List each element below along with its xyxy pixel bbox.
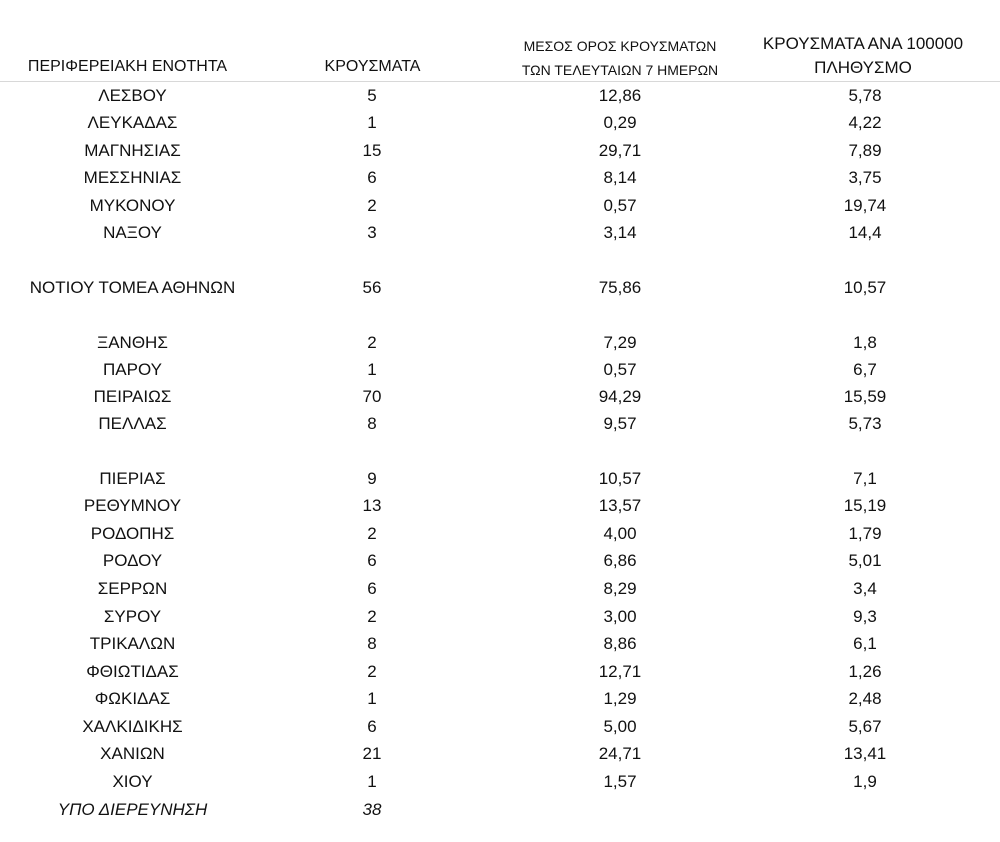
cell-per100k: 5,67: [848, 717, 882, 736]
cell-region: ΧΙΟΥ: [112, 772, 153, 791]
header-region: ΠΕΡΙΦΕΡΕΙΑΚΗ ΕΝΟΤΗΤΑ: [27, 58, 228, 75]
table-row: [0, 193, 1000, 219]
header-cases: ΚΡΟΥΣΜΑΤΑ: [324, 58, 421, 75]
cell-cases: 56: [362, 278, 382, 297]
cell-avg7: 6,86: [603, 551, 637, 570]
cell-avg7: 8,14: [603, 168, 637, 187]
cell-region: ΡΟΔΟΠΗΣ: [90, 524, 175, 543]
cell-region: ΦΘΙΩΤΙΔΑΣ: [86, 662, 179, 681]
cell-avg7: 0,29: [603, 113, 637, 132]
table-row: [0, 521, 1000, 547]
cell-cases: 2: [367, 662, 377, 681]
header-avg7-line1: ΜΕΣΟΣ ΟΡΟΣ ΚΡΟΥΣΜΑΤΩΝ: [523, 38, 717, 54]
cell-cases: 1: [367, 360, 377, 379]
cell-region: ΜΥΚΟΝΟΥ: [89, 196, 176, 215]
table-row: [0, 384, 1000, 410]
cell-region: ΡΕΘΥΜΝΟΥ: [83, 496, 182, 515]
cell-avg7: 7,29: [603, 333, 637, 352]
cell-per100k: 15,59: [843, 387, 887, 406]
cell-avg7: 3,00: [603, 607, 637, 626]
table-row-under-investigation: [0, 797, 1000, 823]
cell-avg7: 12,86: [598, 86, 642, 105]
cell-region: ΦΩΚΙΔΑΣ: [94, 689, 171, 708]
cell-cases: 8: [367, 414, 377, 433]
cell-avg7: 8,86: [603, 634, 637, 653]
table-row: [0, 138, 1000, 164]
cell-region: ΣΕΡΡΩΝ: [97, 579, 168, 598]
cell-cases: 1: [367, 113, 377, 132]
cell-per100k: 14,4: [848, 223, 882, 242]
cell-region: ΡΟΔΟΥ: [102, 551, 163, 570]
table-row: [0, 83, 1000, 109]
cell-cases: 13: [362, 496, 382, 515]
cell-region: ΠΕΙΡΑΙΩΣ: [93, 387, 172, 406]
cell-avg7: 12,71: [598, 662, 642, 681]
table-row: [0, 220, 1000, 246]
cell-per100k: 3,75: [848, 168, 882, 187]
table-row: [0, 275, 1000, 301]
cell-avg7: 24,71: [598, 744, 642, 763]
table-row: [0, 604, 1000, 630]
cell-per100k: 4,22: [848, 113, 882, 132]
cell-avg7: 4,00: [603, 524, 637, 543]
header-per100k-line2: ΠΛΗΘΥΣΜΟ: [814, 58, 912, 77]
cell-region: ΞΑΝΘΗΣ: [97, 333, 168, 352]
table-row: [0, 548, 1000, 574]
cell-avg7: 13,57: [598, 496, 642, 515]
cell-region: ΧΑΝΙΩΝ: [100, 744, 165, 763]
cell-avg7: 0,57: [603, 360, 637, 379]
cell-region: ΠΑΡΟΥ: [103, 360, 162, 379]
cell-per100k: 1,8: [853, 333, 877, 352]
cell-per100k: 2,48: [848, 689, 882, 708]
table-row: [0, 110, 1000, 136]
cell-region: ΝΟΤΙΟΥ ΤΟΜΕΑ ΑΘΗΝΩΝ: [29, 278, 236, 297]
cell-avg7: 3,14: [603, 223, 637, 242]
table-row: [0, 576, 1000, 602]
cell-region: ΜΑΓΝΗΣΙΑΣ: [84, 141, 181, 160]
header-avg7-line2: ΤΩΝ ΤΕΛΕΥΤΑΙΩΝ 7 ΗΜΕΡΩΝ: [521, 62, 719, 78]
cell-avg7: 94,29: [598, 387, 642, 406]
cell-per100k: 19,74: [843, 196, 887, 215]
cell-cases: 38: [362, 800, 382, 819]
cell-cases: 8: [367, 634, 377, 653]
cell-cases: 2: [367, 524, 377, 543]
cell-region: ΜΕΣΣΗΝΙΑΣ: [83, 168, 182, 187]
cell-avg7: 0,57: [603, 196, 637, 215]
cell-per100k: 5,78: [848, 86, 882, 105]
cell-avg7: 10,57: [598, 469, 642, 488]
cell-cases: 1: [367, 772, 377, 791]
cell-avg7: 1,29: [603, 689, 637, 708]
cell-per100k: 6,7: [853, 360, 877, 379]
cell-region: ΣΥΡΟΥ: [103, 607, 162, 626]
cell-avg7: 1,57: [603, 772, 637, 791]
cell-per100k: 6,1: [853, 634, 877, 653]
cell-cases: 6: [367, 579, 377, 598]
cell-per100k: 5,01: [848, 551, 882, 570]
cell-per100k: 7,89: [848, 141, 882, 160]
cell-per100k: 13,41: [843, 744, 887, 763]
cell-region: ΤΡΙΚΑΛΩΝ: [89, 634, 176, 653]
table-row: [0, 659, 1000, 685]
cell-cases: 21: [362, 744, 382, 763]
table-row: [0, 686, 1000, 712]
table-row: [0, 714, 1000, 740]
table-row: [0, 411, 1000, 437]
cell-cases: 3: [367, 223, 377, 242]
cell-per100k: 9,3: [853, 607, 877, 626]
cell-cases: 70: [362, 387, 382, 406]
cell-per100k: 1,26: [848, 662, 882, 681]
cell-per100k: 1,79: [848, 524, 882, 543]
cell-region: ΠΙΕΡΙΑΣ: [99, 469, 166, 488]
table-row: [0, 769, 1000, 795]
cell-per100k: [805, 797, 925, 823]
header-per100k: [738, 32, 988, 80]
cell-cases: 1: [367, 689, 377, 708]
table-row: [0, 330, 1000, 356]
cell-cases: 5: [367, 86, 377, 105]
cell-avg7: 8,29: [603, 579, 637, 598]
table-row: [0, 165, 1000, 191]
cell-cases: 6: [367, 717, 377, 736]
cell-avg7: 75,86: [598, 278, 642, 297]
cell-avg7: 9,57: [603, 414, 637, 433]
cell-cases: 6: [367, 168, 377, 187]
cell-region: ΛΕΥΚΑΔΑΣ: [87, 113, 178, 132]
table-row: [0, 357, 1000, 383]
cell-per100k: 1,9: [853, 772, 877, 791]
cell-region: ΧΑΛΚΙΔΙΚΗΣ: [82, 717, 183, 736]
cell-per100k: 10,57: [843, 278, 887, 297]
cell-cases: 15: [362, 141, 382, 160]
cell-cases: 6: [367, 551, 377, 570]
header-per100k-line1: ΚΡΟΥΣΜΑΤΑ ΑΝΑ 100000: [762, 34, 964, 53]
cell-per100k: 7,1: [853, 469, 877, 488]
cell-per100k: 5,73: [848, 414, 882, 433]
cell-cases: 2: [367, 333, 377, 352]
cell-avg7: 29,71: [598, 141, 642, 160]
cell-region: ΛΕΣΒΟΥ: [98, 86, 167, 105]
cell-cases: 2: [367, 607, 377, 626]
cell-per100k: 3,4: [853, 579, 877, 598]
cell-per100k: 15,19: [843, 496, 887, 515]
cell-avg7: [555, 797, 685, 823]
cell-region: ΝΑΞΟΥ: [103, 223, 162, 242]
cell-region: ΠΕΛΛΑΣ: [98, 414, 167, 433]
table-row: [0, 493, 1000, 519]
cell-region: ΥΠΟ ΔΙΕΡΕΥΝΗΣΗ: [57, 800, 208, 819]
cell-cases: 2: [367, 196, 377, 215]
table-row: [0, 466, 1000, 492]
table-row: [0, 741, 1000, 767]
cell-cases: 9: [367, 469, 377, 488]
header-avg7: [490, 34, 750, 82]
header-divider: [0, 81, 1000, 82]
table-row: [0, 631, 1000, 657]
cell-avg7: 5,00: [603, 717, 637, 736]
